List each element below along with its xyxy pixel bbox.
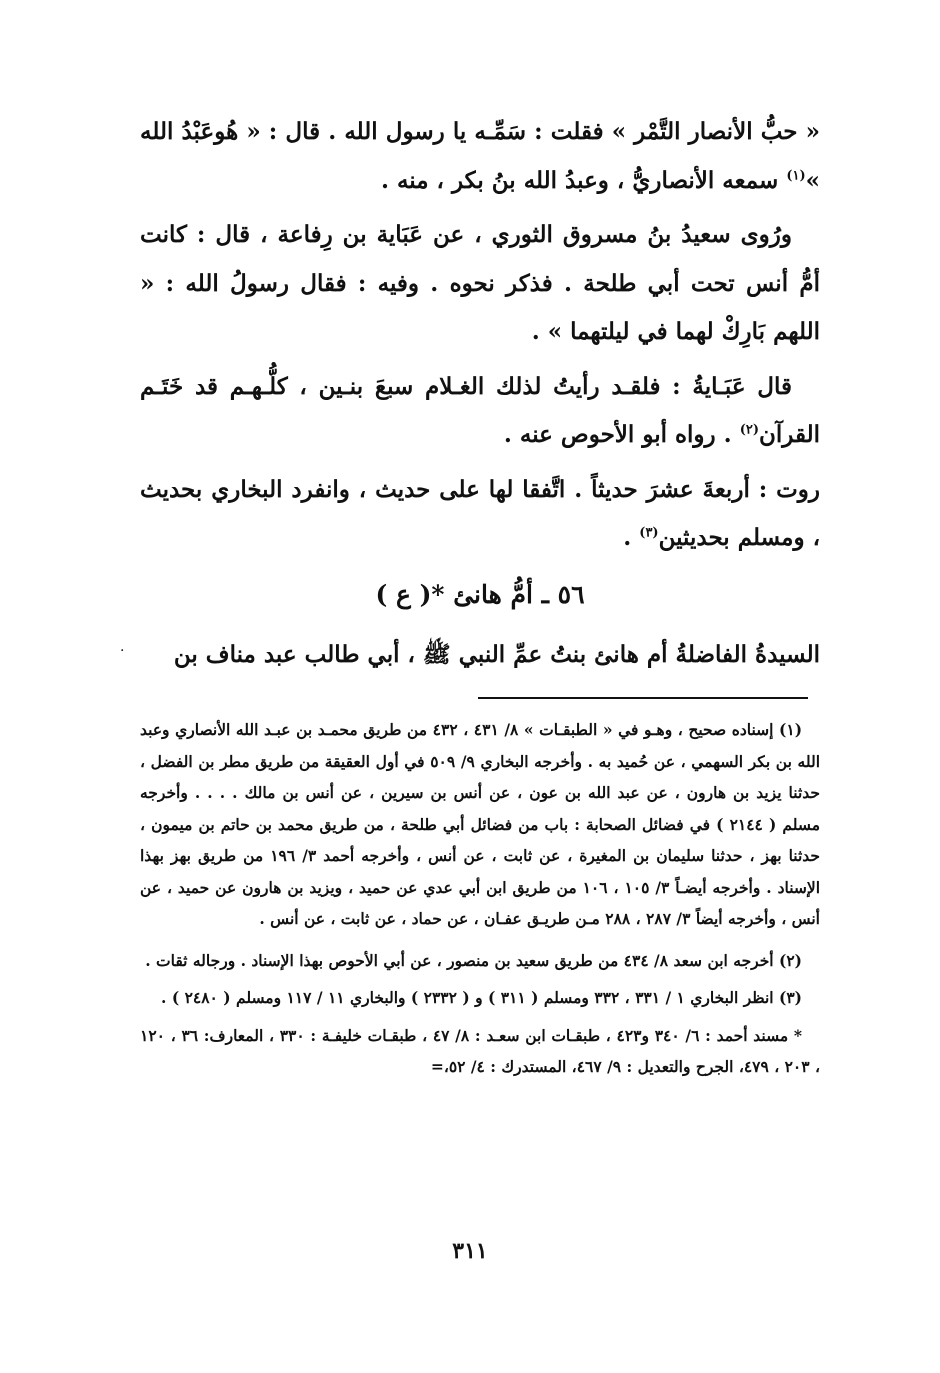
paragraph-2-text: ورُوى سعيدُ بنُ مسروق الثوري ، عن عَبَاية بن رِفاعة ، قال : كانت أمُّ أنس تحت أبي طلحة . فذكر نحوه . وفيه : فقال رسولُ الله : « اللهم بَارِكْ لهما في ليلتهما » . — [140, 221, 820, 345]
page-number: ٣١١ — [452, 1238, 488, 1264]
footnote-2: (٢) أخرجه ابن سعد ٨/ ٤٣٤ من طريق سعيد بن منصور ، عن أبي الأحوص بهذا الإسناد . ورجاله ثقات . — [145, 950, 802, 970]
paragraph-4-text: روت : أربعةَ عشرَ حديثاً . اتَّفقا لها على حديث ، وانفرد البخاري بحديث ، ومسلم بحديثين — [140, 475, 820, 551]
footnote-star: * مسند أحمد : ٦/ ٣٤٠ و٤٢٣ ، طبقـات ابن سعـد : ٨/ ٤٧ ، طبقـات خليفـة : ٣٣٠ ، المعارف: ٣٦ ، ١٢٠ ، ٢٠٣ ، ٤٧٩، الجرح والتعديل : ٩/ ٤٦٧، المستدرك : ٤/ ٥٢،= — [140, 1025, 820, 1076]
paragraph-4-continuation: . — [623, 524, 632, 551]
footnote-1: (١) إسناده صحيح ، وهـو في « الطبقـات » ٨/ ٤٣١ ، ٤٣٢ من طريق محمـد بن عبـد الله الأنصاري وعبد الله بن بكر السهمي ، عن حُميد به . وأخرجه البخاري ٩/ ٥٠٩ في أول العقيقة من طريق مطر بن الفضل ، حدثنا يزيد بن هارون ، عن عبد الله بن عون ، عن أنس بن سيرين ، عن أنس بن مالك . . . . وأخرجه مسلم ( ٢١٤٤ ) في فضائل الصحابة : باب من فضائل أبي طلحة ، من طريق محمد بن حاتم بن ميمون ، حدثنا بهز ، حدثنا سليمان بن المغيرة ، عن ثابت ، عن أنس ، وأخرجه أحمد ٣/ ١٩٦ من طريق بهز بهذا الإسناد . وأخرجه أيضـاً ٣/ ١٠٥ ، ١٠٦ من طريق ابن أبي عدي عن حميد ، ويزيد بن هارون عن حميد ، عن أنس ، وأخرجه أيضاً ٣/ ٢٨٧ ، ٢٨٨ مـن طريـق عفـان ، عن حماد ، عن ثابت ، عن أنس . — [140, 720, 821, 928]
footnotes — [140, 714, 820, 1089]
paragraph-3-text: قال عَبَـايةُ : فلقـد رأيتُ لذلك الغـلام سبعَ بنـين ، كلُّـهـم قد خَتَـم القرآن — [140, 372, 820, 448]
margin-dot: · — [120, 643, 125, 659]
paragraph-4 — [140, 466, 820, 563]
paragraph-1 — [140, 108, 820, 205]
footnote-ref-2: (٢) — [739, 422, 759, 438]
footnote-ref-3: (٣) — [639, 525, 659, 541]
paragraph-5 — [140, 631, 820, 680]
paragraph-2 — [140, 211, 820, 357]
section-heading: ٥٦ ـ أمُّ هانئ *( ع ) — [375, 579, 585, 609]
main-text — [140, 108, 820, 685]
footnote-ref-1: (١) — [786, 167, 806, 183]
paragraph-5-text: السيدةُ الفاضلةُ أم هانئ بنتُ عمِّ النبي ﷺ ، أبي طالب عبد مناف بن — [173, 640, 820, 668]
paragraph-1-text: « حبُّ الأنصار التَّمْر » فقلت : سَمِّـه يا رسول الله . قال : « هُوعَبْدُ الله » — [140, 118, 820, 194]
paragraph-1-continuation: سمعه الأنصاريُّ ، وعبدُ الله بنُ بكر ، منه . — [380, 166, 779, 194]
paragraph-3-continuation: . رواه أبو الأحوص عنه . — [503, 421, 732, 448]
footnote-3: (٣) انظر البخاري ١ / ٣٣١ ، ٣٣٢ ومسلم ( ٣١١ ) و ( ٢٣٣٢ ) والبخاري ١١ / ١١٧ ومسلم ( ٢٤٨٠ ) . — [161, 988, 802, 1007]
paragraph-3 — [140, 363, 820, 460]
footnote-separator — [478, 697, 808, 699]
